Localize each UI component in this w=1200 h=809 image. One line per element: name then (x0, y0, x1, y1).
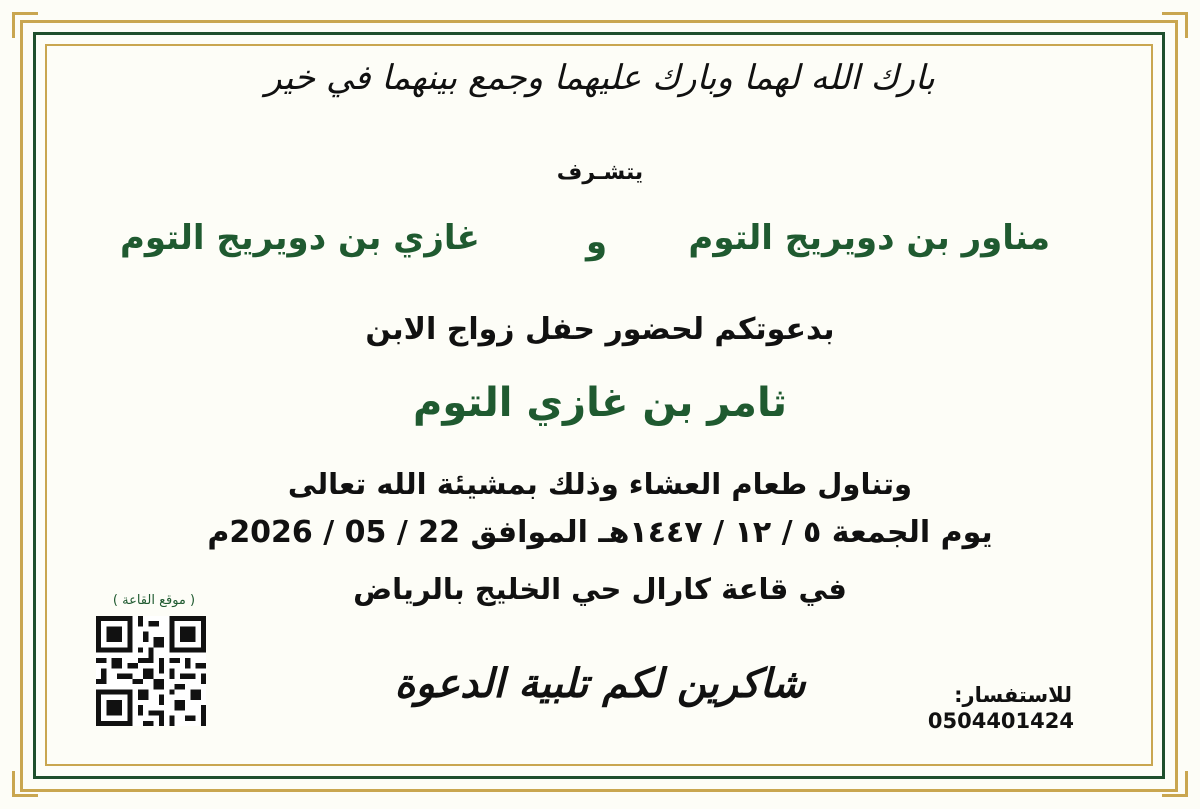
honor-line: يتشـرف (556, 160, 644, 185)
venue-line: في قاعة كارال حي الخليج بالرياض (353, 572, 847, 606)
qr-code-icon[interactable] (96, 616, 206, 726)
corner-ornament (1162, 771, 1188, 797)
corner-ornament (12, 771, 38, 797)
dinner-line: وتناول طعام العشاء وذلك بمشيئة الله تعالى (287, 467, 913, 501)
thanks-calligraphy: شاكرين لكم تلبية الدعوة (394, 660, 806, 707)
host-name-left: غازي بن دويريج التوم (120, 218, 480, 258)
invitation-line: بدعوتكم لحضور حفل زواج الابن (365, 312, 835, 347)
host-name-right: مناور بن دويريج التوم (688, 218, 1050, 258)
inquiry-label: للاستفسار: (954, 683, 1072, 707)
inquiry-phone[interactable]: 0504401424 (927, 709, 1074, 733)
qr-label: ( موقع القاعة ) (112, 593, 196, 608)
event-date: يوم الجمعة ٥ / ١٢ / ١٤٤٧هـ الموافق 22 / 05 / 2026م (207, 515, 993, 550)
blessing-calligraphy: بارك الله لهما وبارك عليهما وجمع بينهما في خير (265, 58, 935, 98)
conjunction: و (586, 222, 608, 262)
corner-ornament (1162, 12, 1188, 38)
corner-ornament (12, 12, 38, 38)
groom-name: ثامر بن غازي التوم (413, 380, 787, 426)
